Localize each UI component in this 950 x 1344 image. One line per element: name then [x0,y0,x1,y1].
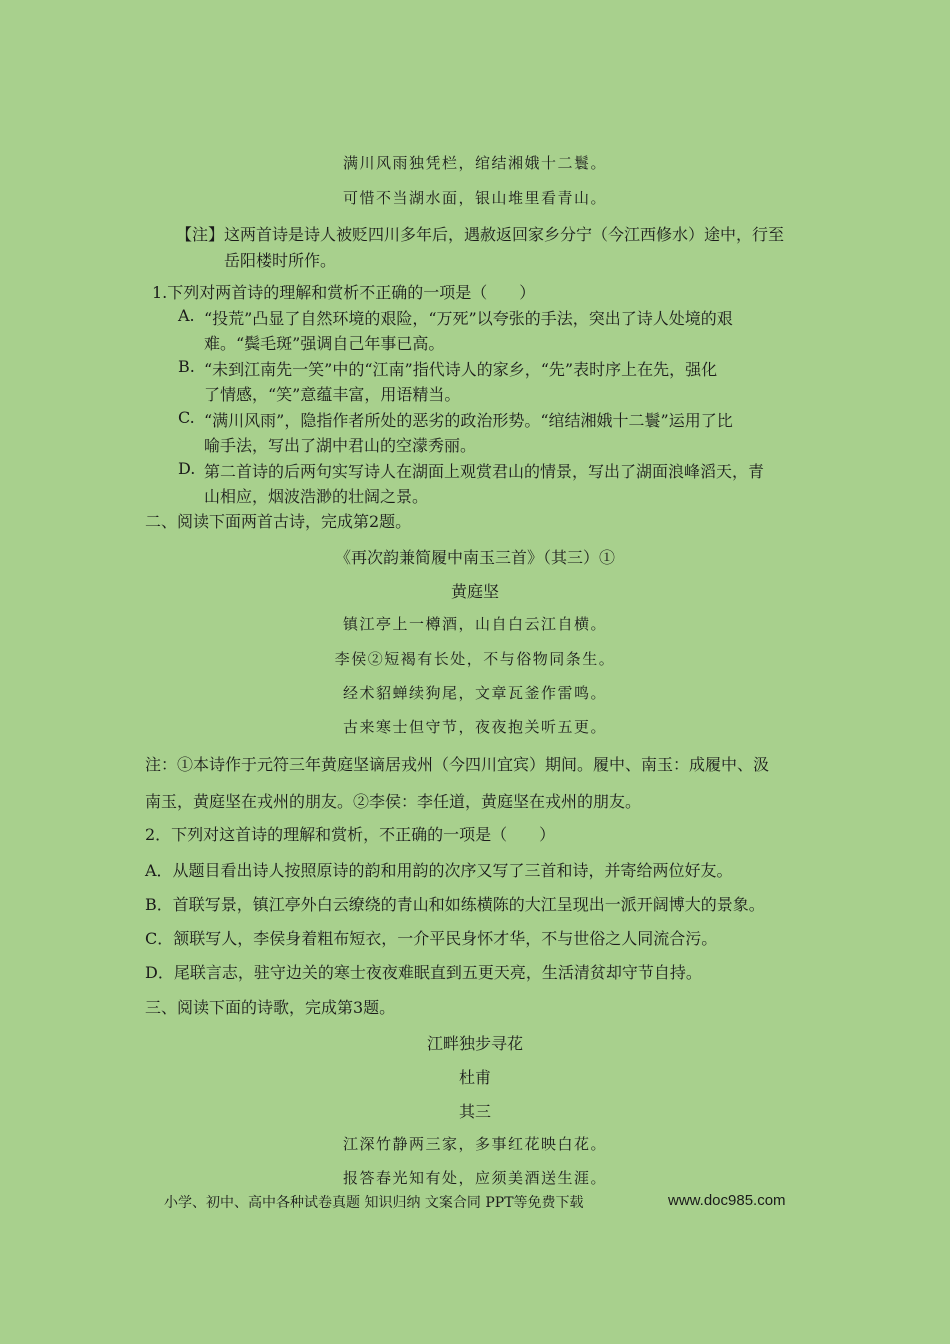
section2-heading: 二、阅读下面两首古诗，完成第2题。 [145,512,412,531]
section2-poem-line-4: 古来寒士但守节，夜夜抱关听五更。 [342,718,607,736]
q2-stem: 2．下列对这首诗的理解和赏析，不正确的一项是（ ） [145,825,556,844]
footer-url[interactable]: www.doc985.com [668,1192,786,1209]
q1-stem: 1.下列对两首诗的理解和赏析不正确的一项是（ ） [152,283,536,302]
section3-poem-line-2: 报答春光知有处，应须美酒送生涯。 [342,1169,607,1187]
option-text-line-2: 山相应，烟波浩渺的壮阔之景。 [204,487,429,506]
q2-option-b: B．首联写景，镇江亭外白云缭绕的青山和如练横陈的大江呈现出一派开阔博大的景象。 [145,895,765,914]
q2-option-d: D．尾联言志，驻守边关的寒士夜夜难眠直到五更天亮，生活清贫却守节自持。 [145,963,702,982]
section2-poem-title: 《再次韵兼简履中南玉三首》（其三）① [334,548,615,567]
section2-note-line-1: 注：①本诗作于元符三年黄庭坚谪居戎州（今四川宜宾）期间。履中、南玉：成履中、汲 [145,755,770,774]
section3-poem-title: 江畔独步寻花 [426,1034,523,1053]
option-text-line-2: 难。“鬓毛斑”强调自己年事已高。 [204,334,445,353]
poem1-line-1: 满川风雨独凭栏，绾结湘娥十二鬟。 [342,154,607,172]
option-text-line-2: 了情感，“笑”意蕴丰富，用语精当。 [204,385,461,404]
note1-line-2: 岳阳楼时所作。 [224,251,337,270]
option-label: B. [178,357,195,376]
q2-option-a: A．从题目看出诗人按照原诗的韵和用韵的次序又写了三首和诗，并寄给两位好友。 [145,861,733,880]
section2-note-line-2: 南玉，黄庭坚在戎州的朋友。②李侯：李任道，黄庭坚在戎州的朋友。 [145,792,642,811]
option-text-line-1: 第二首诗的后两句实写诗人在湖面上观赏君山的情景，写出了湖面浪峰滔天，青 [204,462,765,481]
option-text-line-1: “投荒”凸显了自然环境的艰险，“万死”以夸张的手法，突出了诗人处境的艰 [204,309,733,328]
section2-poem-line-1: 镇江亭上一樽酒，山自白云江自横。 [342,615,607,633]
section3-poem-author: 杜甫 [458,1068,491,1087]
note1-line-1: 【注】这两首诗是诗人被贬四川多年后，遇赦返回家乡分宁（今江西修水）途中，行至 [176,225,785,244]
section3-poem-line-1: 江深竹静两三家，多事红花映白花。 [342,1135,607,1153]
section2-poem-author: 黄庭坚 [450,582,499,601]
footer-text: 小学、初中、高中各种试卷真题 知识归纳 文案合同 PPT等免费下载 [164,1195,584,1211]
option-text-line-2: 喻手法，写出了湖中君山的空濛秀丽。 [204,436,477,455]
section3-heading: 三、阅读下面的诗歌，完成第3题。 [145,998,396,1017]
section2-poem-line-3: 经术貂蝉续狗尾，文章瓦釜作雷鸣。 [342,684,607,702]
poem1-line-2: 可惜不当湖水面，银山堆里看青山。 [342,189,607,207]
option-label: C. [178,408,195,427]
section3-poem-subtitle: 其三 [458,1102,491,1121]
option-text-line-1: “满川风雨”，隐指作者所处的恶劣的政治形势。“绾结湘娥十二鬟”运用了比 [204,411,733,430]
section2-poem-line-2: 李侯②短褐有长处，不与俗物同条生。 [334,650,616,668]
option-text-line-1: “未到江南先一笑”中的“江南”指代诗人的家乡，“先”表时序上在先，强化 [204,360,718,379]
option-label: D. [178,459,196,478]
q2-option-c: C．颔联写人，李侯身着粗布短衣，一介平民身怀才华，不与世俗之人同流合污。 [145,929,718,948]
option-label: A. [178,306,195,325]
